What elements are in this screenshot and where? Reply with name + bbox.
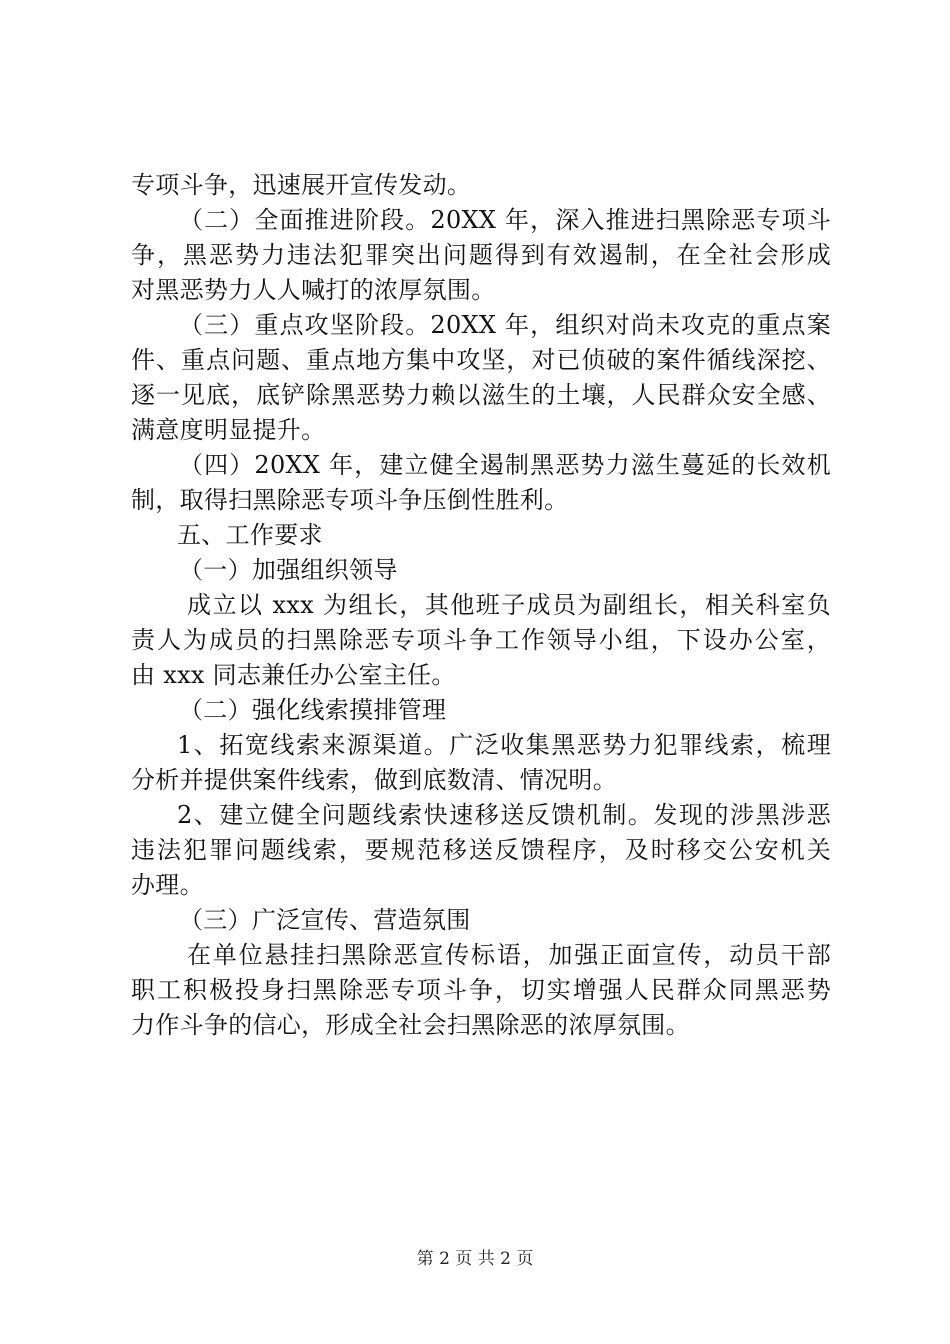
section-heading-work-requirements: 五、工作要求 [177, 521, 323, 549]
text-line-8: 满意度明显提升。 [131, 416, 326, 444]
text-line-23: 在单位悬挂扫黑除恶宣传标语，加强正面宣传，动员干部 [187, 941, 831, 969]
text-line-24: 职工积极投身扫黑除恶专项斗争，切实增强人民群众同黑恶势 [131, 976, 831, 1004]
text-line-13: 成立以 xxx 为组长，其他班子成员为副组长，相关科室负 [187, 591, 831, 619]
text-line-20: 违法犯罪问题线索，要规范移送反馈程序，及时移交公安机关 [131, 836, 831, 864]
subheading-clue-management: （二）强化线索摸排管理 [179, 696, 447, 724]
text-line-15: 由 xxx 同志兼任办公室主任。 [131, 661, 456, 689]
text-line-4: 对黑恶势力人人喊打的浓厚氛围。 [131, 276, 496, 304]
text-line-10: 制，取得扫黑除恶专项斗争压倒性胜利。 [131, 486, 569, 514]
text-line-18: 分析并提供案件线索，做到底数清、情况明。 [131, 766, 617, 794]
text-line-25: 力作斗争的信心，形成全社会扫黑除恶的浓厚氛围。 [131, 1011, 690, 1039]
page-number-footer: 第 2 页 共 2 页 [416, 1249, 534, 1269]
subheading-organization: （一）加强组织领导 [179, 556, 398, 584]
text-line-3: 争，黑恶势力违法犯罪突出问题得到有效遏制，在全社会形成 [131, 241, 831, 269]
text-line-1: 专项斗争，迅速展开宣传发动。 [131, 171, 472, 199]
text-line-17: 1、拓宽线索来源渠道。广泛收集黑恶势力犯罪线索，梳理 [177, 731, 831, 759]
text-line-2: （二）全面推进阶段。20XX 年，深入推进扫黑除恶专项斗 [179, 206, 831, 234]
text-line-7: 逐一见底，底铲除黑恶势力赖以滋生的土壤，人民群众安全感、 [131, 381, 831, 409]
subheading-publicity: （三）广泛宣传、营造氛围 [179, 906, 471, 934]
text-line-5: （三）重点攻坚阶段。20XX 年，组织对尚未攻克的重点案 [179, 311, 831, 339]
text-line-21: 办理。 [131, 871, 204, 899]
text-line-6: 件、重点问题、重点地方集中攻坚，对已侦破的案件循线深挖、 [131, 346, 831, 374]
document-body [131, 168, 831, 1043]
text-line-9: （四）20XX 年，建立健全遏制黑恶势力滋生蔓延的长效机 [179, 451, 831, 479]
text-line-19: 2、建立健全问题线索快速移送反馈机制。发现的涉黑涉恶 [177, 801, 831, 829]
text-line-14: 责人为成员的扫黑除恶专项斗争工作领导小组，下设办公室， [131, 626, 831, 654]
